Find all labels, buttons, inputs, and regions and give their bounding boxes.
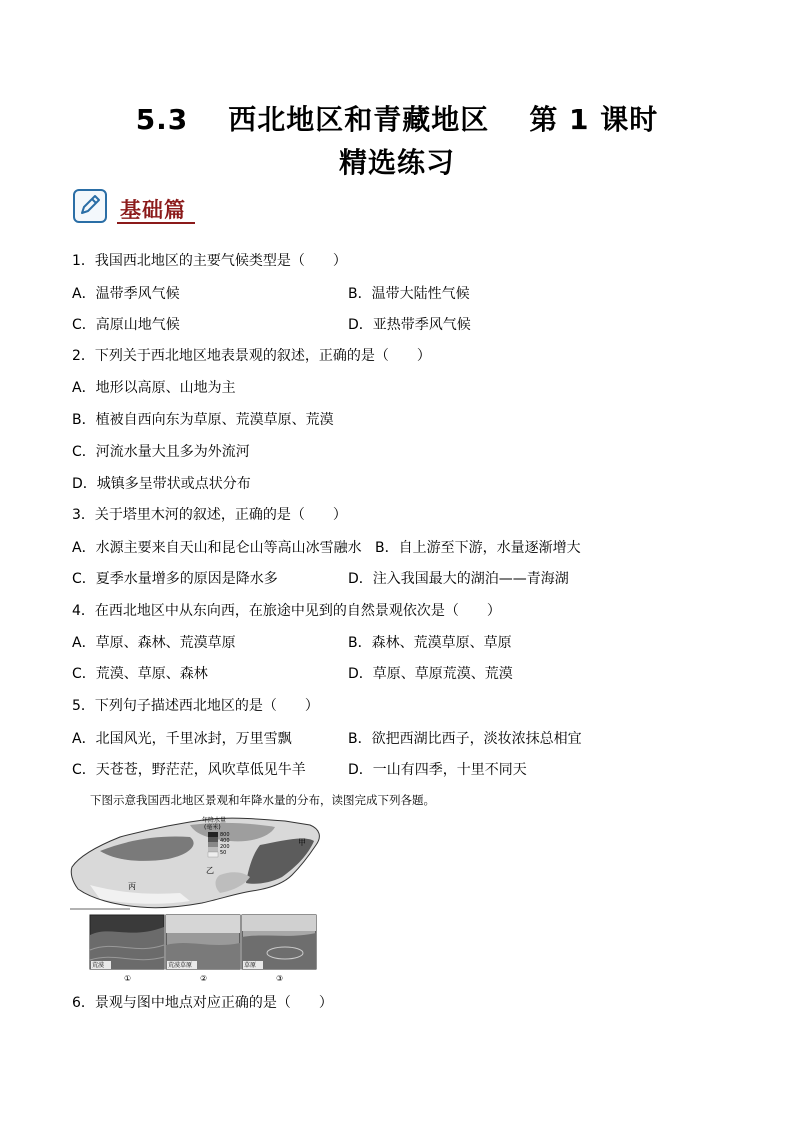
question-2-option-b: B．植被自西向东为草原、荒漠草原、荒漠 [72,412,334,428]
question-2-option-d: D．城镇多呈带状或点状分布 [72,476,251,492]
page-title [0,98,794,138]
section-badge [73,187,198,227]
question-2-option-a: A．地形以高原、山地为主 [72,380,236,396]
legend-value-200: 200 [220,844,230,850]
question-5-stem: 5．下列句子描述西北地区的是（ ） [72,698,319,714]
legend-unit: (毫米) [204,824,221,831]
photo-number-2: ② [200,974,208,983]
photo-number-1: ① [124,974,132,983]
question-5-option-d: D．一山有四季，十里不同天 [348,762,527,778]
question-2-option-c: C．河流水量大且多为外流河 [72,444,250,460]
legend-value-800: 800 [220,832,230,838]
title-number: 5.3 [135,103,189,136]
question-1-option-d: D．亚热带季风气候 [348,317,471,333]
figure-intro: 下图示意我国西北地区景观和年降水量的分布，读图完成下列各题。 [90,793,435,807]
question-6-stem: 6．景观与图中地点对应正确的是（ ） [72,995,333,1011]
landscape-photos [90,915,316,983]
question-4-stem: 4．在西北地区中从东向西，在旅途中见到的自然景观依次是（ ） [72,603,501,619]
question-4-option-c: C．荒漠、草原、森林 [72,666,208,682]
title-lesson: 第 1 课时 [529,103,659,136]
place-label-yi: 乙 [206,866,214,875]
question-3-option-a: A．水源主要来自天山和昆仑山等高山冰雪融水 [72,540,362,556]
precipitation-map [70,816,319,909]
question-3-option-b: B．自上游至下游，水量逐渐增大 [375,540,581,556]
question-2-stem: 2．下列关于西北地区地表景观的叙述，正确的是（ ） [72,348,431,364]
legend-title: 年降水量 [202,817,227,824]
question-1-option-b: B．温带大陆性气候 [348,286,470,302]
question-4-option-a: A．草原、森林、荒漠草原 [72,635,236,651]
section-badge-underline [117,222,195,224]
photo-label-desert: 荒漠 [92,962,105,969]
question-1-option-c: C．高原山地气候 [72,317,180,333]
title-main: 西北地区和青藏地区 [228,103,490,136]
legend-value-400: 400 [220,838,230,844]
photo-label-desert-steppe: 荒漠草原 [168,962,193,969]
photo-number-3: ③ [276,974,284,983]
place-label-bing: 丙 [128,882,136,891]
question-3-stem: 3．关于塔里木河的叙述，正确的是（ ） [72,507,347,523]
photo-label-grassland: 草原 [244,962,257,969]
question-4-option-d: D．草原、草原荒漠、荒漠 [348,666,513,682]
place-label-jia: 甲 [298,838,306,847]
pencil-edit-icon [73,189,107,223]
page-subtitle: 精选练习 [338,146,455,179]
question-1-stem: 1．我国西北地区的主要气候类型是（ ） [72,253,347,269]
question-1-option-a: A．温带季风气候 [72,286,180,302]
question-4-option-b: B．森林、荒漠草原、草原 [348,635,512,651]
question-3-option-c: C．夏季水量增多的原因是降水多 [72,571,278,587]
question-3-option-d: D．注入我国最大的湖泊——青海湖 [348,571,569,587]
legend-value-50: 50 [220,850,227,856]
question-5-option-c: C．天苍苍，野茫茫，风吹草低见牛羊 [72,762,306,778]
northwest-landscape-figure [70,815,328,985]
section-badge-label: 基础篇 [120,197,186,222]
question-5-option-a: A．北国风光，千里冰封，万里雪飘 [72,731,292,747]
question-5-option-b: B．欲把西湖比西子，淡妆浓抹总相宜 [348,731,582,747]
